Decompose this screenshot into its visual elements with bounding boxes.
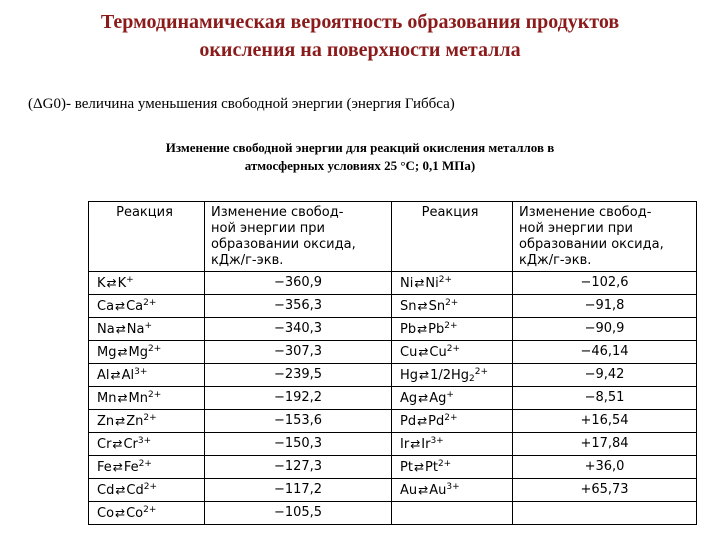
energy-value-cell: −307,3	[205, 341, 392, 364]
header-energy-line: образовании оксида,	[211, 237, 356, 252]
ion-charge: 3+	[430, 435, 444, 446]
energy-value-cell: −46,14	[513, 341, 697, 364]
ion-charge: 2+	[148, 343, 162, 354]
ion-charge: +	[446, 389, 454, 400]
table-row	[89, 433, 697, 456]
reaction-cell	[392, 502, 513, 525]
caption-line-1: Изменение свободной энергии для реакций окисления металлов в	[165, 140, 555, 155]
energy-value-cell: −105,5	[205, 502, 392, 525]
ion-symbol: Cd	[126, 482, 144, 498]
table-row	[89, 387, 697, 410]
gibbs-energy-table	[88, 201, 697, 525]
ion-charge: 2+	[444, 412, 458, 423]
reaction-cell	[89, 456, 205, 479]
reaction-cell	[392, 272, 513, 295]
metal-symbol: Fe	[97, 459, 112, 475]
metal-symbol: Cr	[97, 436, 112, 452]
header-energy-left	[205, 202, 392, 272]
reversible-arrow-icon: ⇄	[115, 298, 126, 313]
title-line-2: окисления на поверхности металла	[199, 39, 521, 61]
reversible-arrow-icon: ⇄	[417, 413, 428, 428]
ion-symbol: K	[117, 275, 127, 291]
ion-symbol: Fe	[123, 459, 139, 475]
header-energy-line: ной энергии при	[211, 221, 325, 236]
metal-symbol: Al	[97, 367, 110, 383]
ion-symbol: Zn	[126, 413, 144, 429]
reaction-cell	[392, 318, 513, 341]
table-row	[89, 479, 697, 502]
reversible-arrow-icon: ⇄	[117, 344, 128, 359]
header-energy-line: кДж/г-экв.	[211, 253, 284, 268]
reversible-arrow-icon: ⇄	[417, 321, 428, 336]
ion-symbol: Ag	[429, 390, 447, 406]
energy-value-cell	[513, 502, 697, 525]
metal-symbol: Pd	[400, 413, 417, 429]
ion-symbol: Co	[126, 505, 144, 521]
ion-charge: 2+	[143, 504, 157, 515]
reaction-cell	[89, 341, 205, 364]
reversible-arrow-icon: ⇄	[410, 436, 421, 451]
reversible-arrow-icon: ⇄	[115, 413, 126, 428]
header-energy-line: Изменение свобод-	[519, 205, 652, 220]
reaction-cell	[89, 502, 205, 525]
metal-symbol: Mg	[97, 344, 117, 360]
reaction-cell	[392, 456, 513, 479]
reversible-arrow-icon: ⇄	[414, 275, 425, 290]
reversible-arrow-icon: ⇄	[115, 505, 126, 520]
metal-symbol: Co	[97, 505, 115, 521]
ion-charge: 2+	[143, 481, 158, 492]
title-line-1: Термодинамическая вероятность образования продуктов	[100, 11, 620, 33]
ion-symbol: Ca	[126, 298, 144, 314]
header-reaction-right: Реакция	[392, 202, 513, 272]
energy-value-cell: −102,6	[513, 272, 697, 295]
metal-symbol: Sn	[400, 298, 417, 314]
ion-charge: 2+	[474, 366, 489, 377]
ion-charge: 2+	[437, 458, 452, 469]
ion-symbol: Na	[126, 321, 145, 337]
ion-symbol: 1/2Hg	[430, 367, 470, 383]
table-header-row	[89, 202, 697, 272]
ion-symbol: Cu	[429, 344, 447, 360]
reversible-arrow-icon: ⇄	[112, 459, 123, 474]
reversible-arrow-icon: ⇄	[117, 390, 128, 405]
reversible-arrow-icon: ⇄	[417, 298, 428, 313]
header-energy-right	[513, 202, 697, 272]
gibbs-definition: (ΔG0)- величина уменьшения свободной энергии (энергия Гиббса)	[28, 96, 455, 112]
ion-charge: +	[144, 320, 153, 331]
ion-symbol: Pb	[428, 321, 445, 337]
reversible-arrow-icon: ⇄	[115, 321, 126, 336]
table-row	[89, 456, 697, 479]
ion-symbol: Cr	[123, 436, 138, 452]
ion-symbol: Pt	[425, 459, 438, 475]
caption-line-2: атмосферных условиях 25 °С; 0,1 МПа)	[244, 158, 476, 173]
reversible-arrow-icon: ⇄	[115, 482, 126, 497]
metal-symbol: Ag	[400, 390, 418, 406]
energy-value-cell: −192,2	[205, 387, 392, 410]
energy-value-cell: +65,73	[513, 479, 697, 502]
reversible-arrow-icon: ⇄	[419, 367, 430, 382]
energy-value-cell: −150,3	[205, 433, 392, 456]
reaction-cell	[392, 364, 513, 387]
metal-symbol: Mn	[97, 390, 117, 406]
reversible-arrow-icon: ⇄	[110, 367, 121, 382]
reaction-cell	[392, 387, 513, 410]
header-energy-line: ной энергии при	[519, 221, 633, 236]
reaction-cell	[89, 410, 205, 433]
ion-symbol: Pd	[428, 413, 445, 429]
table-row	[89, 410, 697, 433]
ion-charge: 2+	[445, 297, 459, 308]
metal-symbol: Hg	[400, 367, 419, 383]
ion-charge: 2+	[143, 412, 157, 423]
metal-symbol: Ir	[400, 436, 410, 452]
reaction-cell	[89, 272, 205, 295]
reversible-arrow-icon: ⇄	[112, 436, 123, 451]
table-row	[89, 272, 697, 295]
energy-value-cell: −356,3	[205, 295, 392, 318]
page-title	[10, 8, 710, 64]
energy-value-cell: −9,42	[513, 364, 697, 387]
reaction-cell	[392, 410, 513, 433]
ion-symbol: Al	[121, 367, 135, 383]
table-row	[89, 318, 697, 341]
energy-value-cell: −8,51	[513, 387, 697, 410]
ion-subscript: 2	[469, 373, 475, 384]
ion-charge: 3+	[446, 481, 460, 492]
ion-charge: 2+	[438, 274, 453, 285]
metal-symbol: Na	[97, 321, 115, 337]
metal-symbol: Pb	[400, 321, 417, 337]
reversible-arrow-icon: ⇄	[106, 275, 117, 290]
ion-charge: 3+	[137, 435, 152, 446]
ion-charge: +	[126, 274, 134, 285]
ion-charge: 2+	[446, 343, 460, 354]
ion-symbol: Mg	[128, 344, 148, 360]
energy-value-cell: −153,6	[205, 410, 392, 433]
ion-symbol: Sn	[428, 298, 446, 314]
energy-value-cell: −90,9	[513, 318, 697, 341]
ion-charge: 2+	[143, 297, 157, 308]
metal-symbol: Cu	[400, 344, 418, 360]
header-reaction-left: Реакция	[89, 202, 205, 272]
reaction-cell	[89, 295, 205, 318]
ion-charge: 2+	[444, 320, 458, 331]
reaction-cell	[392, 341, 513, 364]
reaction-cell	[392, 295, 513, 318]
metal-symbol: Ni	[400, 275, 414, 291]
table-row	[89, 295, 697, 318]
energy-value-cell: −117,2	[205, 479, 392, 502]
metal-symbol: Ca	[97, 298, 115, 314]
energy-value-cell: −239,5	[205, 364, 392, 387]
ion-symbol: Mn	[128, 390, 148, 406]
ion-charge: 3+	[134, 366, 148, 377]
header-energy-line: Изменение свобод-	[211, 205, 344, 220]
reaction-cell	[89, 364, 205, 387]
reversible-arrow-icon: ⇄	[418, 344, 429, 359]
energy-value-cell: −91,8	[513, 295, 697, 318]
ion-symbol: Ni	[425, 275, 439, 291]
reaction-cell	[89, 433, 205, 456]
energy-value-cell: +16,54	[513, 410, 697, 433]
reaction-cell	[89, 479, 205, 502]
metal-symbol: Pt	[400, 459, 413, 475]
metal-symbol: Au	[400, 482, 418, 498]
reversible-arrow-icon: ⇄	[418, 482, 429, 497]
reaction-cell	[89, 318, 205, 341]
metal-symbol: Cd	[97, 482, 115, 498]
table-row	[89, 502, 697, 525]
ion-symbol: Ir	[421, 436, 431, 452]
table-row	[89, 341, 697, 364]
header-energy-line: образовании оксида,	[519, 237, 664, 252]
metal-symbol: Zn	[97, 413, 115, 429]
reaction-cell	[392, 479, 513, 502]
table-caption	[100, 139, 620, 175]
reversible-arrow-icon: ⇄	[418, 390, 429, 405]
header-energy-line: кДж/г-экв.	[519, 253, 592, 268]
ion-charge: 2+	[148, 389, 162, 400]
ion-symbol: Au	[429, 482, 447, 498]
energy-value-cell: +36,0	[513, 456, 697, 479]
energy-value-cell: −127,3	[205, 456, 392, 479]
energy-value-cell: +17,84	[513, 433, 697, 456]
table-row	[89, 364, 697, 387]
reaction-cell	[392, 433, 513, 456]
reaction-cell	[89, 387, 205, 410]
reversible-arrow-icon: ⇄	[413, 459, 424, 474]
energy-value-cell: −340,3	[205, 318, 392, 341]
metal-symbol: K	[97, 275, 106, 291]
ion-charge: 2+	[138, 458, 152, 469]
energy-value-cell: −360,9	[205, 272, 392, 295]
